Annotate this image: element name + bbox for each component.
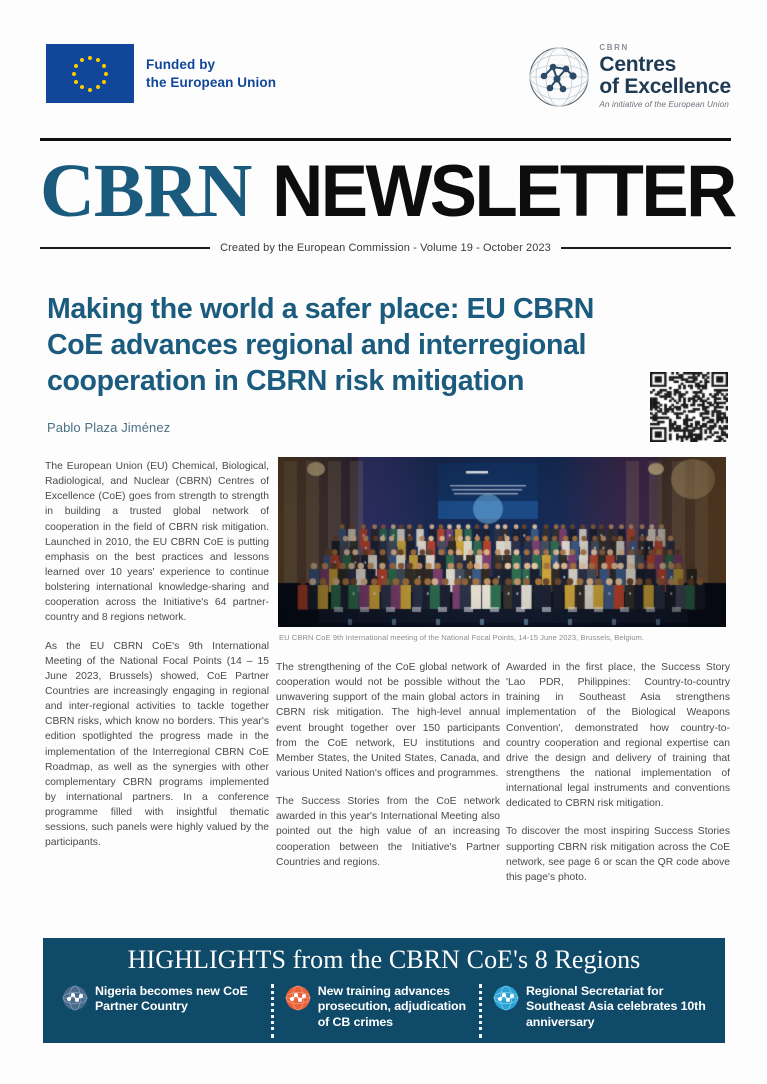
eu-flag-icon	[46, 44, 134, 103]
byline-rule-right	[561, 247, 731, 249]
body-paragraph: The European Union (EU) Chemical, Biological, Radiological, and Nuclear (CBRN) Centres of Excellence (CoE) goes from strength to strength in building a trusted global network of cooperation in the field of CBRN risk mitigation. Launched in 2010, the EU CBRN CoE is putting emphasis on the best practices and lessons learned over 10 years' experience to continue bolstering international knowledge-sharing and cooperation across the Initiative's 64 partner-country and 8 regions network.	[45, 461, 269, 624]
body-column-2	[276, 660, 500, 883]
logo-bar	[46, 44, 731, 122]
coe-cbrn-label: CBRN	[599, 43, 629, 52]
body-paragraph: Awarded in the first place, the Success Story 'Lao PDR, Philippines: Country-to-country training in Southeast Asia strengthens implementation of the Biological Weapons Convention', demonstrated how country-to-country cooperation and regional expertise can drive the design and delivery of training that strengthens the national implementation of international legal instruments and conventions dedicated to CBRN risk mitigation.	[506, 662, 730, 810]
highlights-banner	[43, 938, 725, 1043]
article-headline: Making the world a safer place: EU CBRN CoE advances regional and interregional cooperation in CBRN risk mitigation	[47, 293, 594, 397]
coe-line1: Centres	[599, 53, 677, 76]
eu-funding-text	[146, 56, 276, 92]
highlight-label-3: Regional Secretariat for Southeast Asia celebrates 10th anniversary	[525, 983, 706, 1029]
masthead-title-newsletter: NEWSLETTER	[272, 151, 736, 232]
highlight-label-2: New training advances prosecution, adjudication of CB crimes	[317, 983, 466, 1029]
coe-wordmark	[599, 44, 731, 109]
masthead-byline: Created by the European Commission - Volume 19 - October 2023	[220, 242, 551, 254]
photo-caption: EU CBRN CoE 9th International meeting of the National Focal Points, 14-15 June 2023, Brussels, Belgium.	[279, 633, 645, 642]
masthead-byline-row	[40, 242, 731, 254]
coe-line2: of Excellence	[599, 75, 731, 99]
highlights-title: HIGHLIGHTS from the CBRN CoE's 8 Regions	[127, 945, 641, 974]
body-column-3	[506, 660, 730, 898]
body-paragraph: As the EU CBRN CoE's 9th International Meeting of the National Focal Points (14 – 15 June 2023, Brussels) showed, CoE Partner Countries are increasingly engaging in regional and inter-regional activities to tackle together CBRN risks, which know no borders. This year's edition spotlighted the progress made in the implementation of the Interregional CBRN CoE Roadmap, as well as the synergies with other complementary CBRN programs implemented by international partners. In a conference programme filled with insightful thematic sessions, such panels were highly valued by the participants.	[45, 640, 269, 849]
article-photo	[278, 457, 726, 627]
qr-code[interactable]	[650, 372, 728, 442]
highlight-separator-1	[271, 984, 274, 1038]
globe-icon	[285, 985, 311, 1011]
coe-logo	[528, 44, 731, 109]
coe-tagline: An initiative of the European Union	[599, 100, 729, 110]
globe-icon	[493, 985, 519, 1011]
eu-funding-line2: the European Union	[146, 74, 277, 90]
body-paragraph: The strengthening of the CoE global network of cooperation would not be possible without the unwavering support of the main global actors in CBRN risk mitigation. The high-level annual event brought together over 150 participants from the CoE network, EU institutions and Member States, the United States, Canada, and various United Nation's offices and programmes.	[276, 662, 500, 779]
highlight-item-2[interactable]	[276, 984, 477, 1042]
article-author: Pablo Plaza Jiménez	[47, 420, 171, 435]
highlight-item-3[interactable]	[484, 984, 715, 1042]
highlight-item-1[interactable]	[53, 984, 269, 1042]
masthead-title-cbrn: CBRN	[40, 149, 252, 233]
body-column-1	[45, 459, 269, 864]
byline-rule-left	[40, 247, 210, 249]
eu-funding-logo	[46, 44, 276, 103]
highlight-separator-2	[479, 984, 482, 1038]
body-paragraph: To discover the most inspiring Success Stories supporting CBRN risk mitigation across the CoE network, see page 6 or scan the QR code above this page's photo.	[506, 826, 730, 883]
masthead-top-rule	[40, 138, 731, 141]
eu-funding-line1: Funded by	[146, 56, 216, 72]
coe-globe-icon	[528, 46, 590, 108]
highlights-items	[53, 984, 715, 1042]
highlight-label-1: Nigeria becomes new CoE Partner Country	[95, 983, 248, 1014]
masthead	[40, 148, 736, 235]
globe-icon	[62, 985, 88, 1011]
body-paragraph: The Success Stories from the CoE network awarded in this year's International Meeting also pointed out the high value of an increasing cooperation between the Initiative's Partner Countries and regions.	[276, 796, 500, 868]
